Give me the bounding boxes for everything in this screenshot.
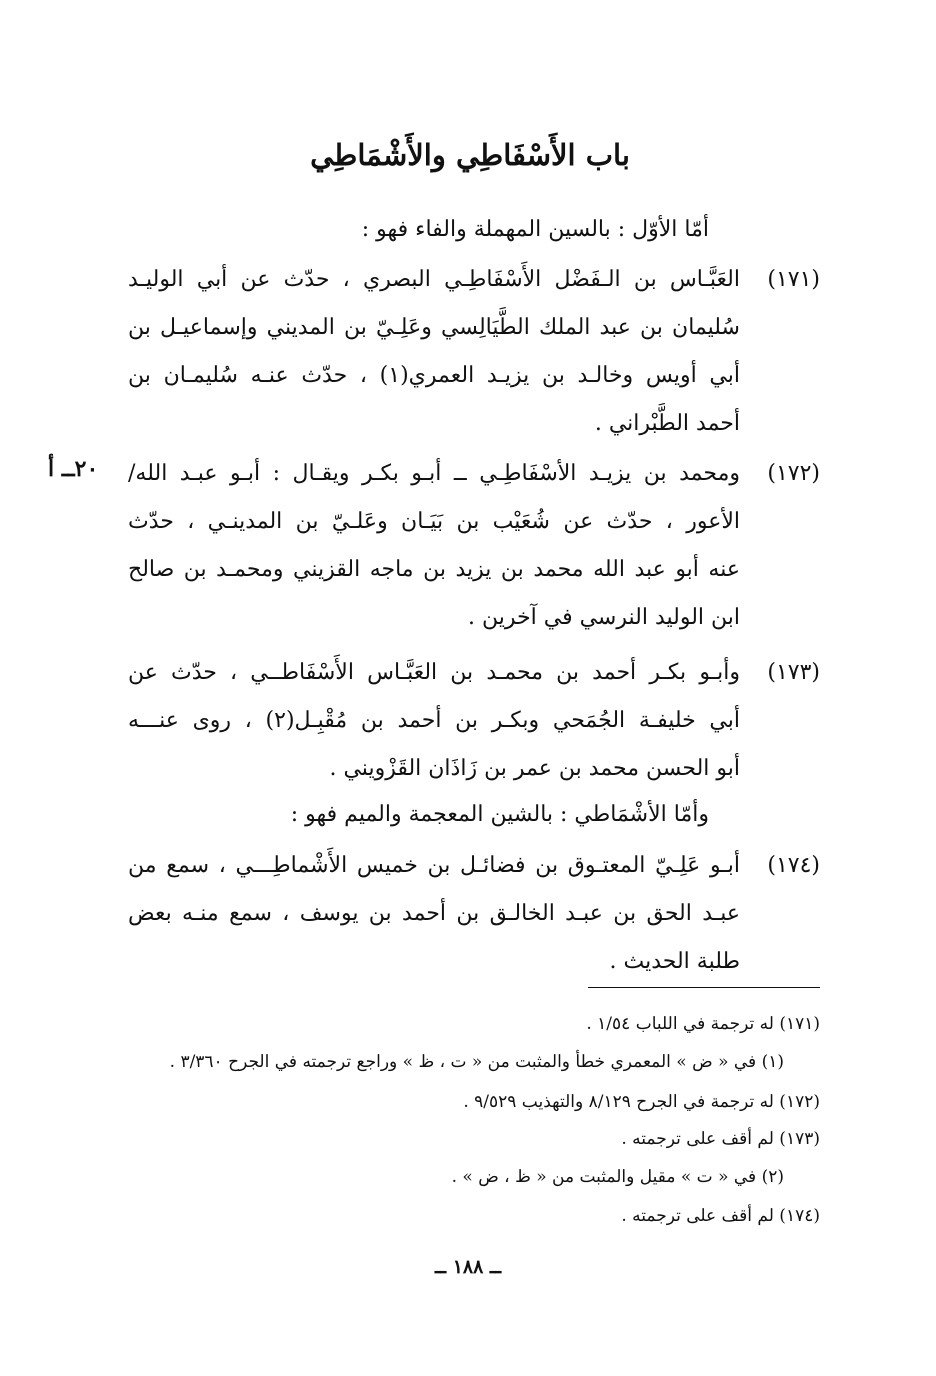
entry-172-line-2: الأعور ، حدّث عن شُعَيْب بن بَيَـان وعَلـيّ بن المدينـي ، حدّث [128,509,740,534]
entry-171-line-3: أبي أويس وخالـد بن يزيـد العمري(١) ، حدّث عنـه سُليمـان بن [128,363,740,388]
entry-174-line-1: أبـو عَلِـيّ المعتـوق بن فضائـل بن خميس الأَشْماطِـــي ، سمع من [128,853,740,878]
entry-174-line-2: عبـد الحق بن عبـد الخالـق بن أحمد بن يوسف ، سمع منـه بعض [128,901,740,926]
footnote-172: (١٧٢) له ترجمة في الجرح ٨/١٢٩ والتهذيب ٩/٥٢٩ . [463,1092,820,1112]
footnote-171: (١٧١) له ترجمة في اللباب ١/٥٤ . [586,1014,820,1034]
entry-172-line-4: ابن الوليد النرسي في آخرين . [468,605,740,630]
footnote-174: (١٧٤) لم أقف على ترجمته . [621,1206,820,1226]
footnote-173: (١٧٣) لم أقف على ترجمته . [621,1129,820,1149]
entry-173-line-1: وأبـو بكـر أحمد بن محمـد بن العَبَّـاس الأَسْفَاطــي ، حدّث عن [128,660,740,685]
entry-171-line-1: العَبَّـاس بن الـفَضْل الأَسْفَاطِـي البصري ، حدّث عن أبي الوليـد [128,267,740,292]
section-intro-first: أمّا الأوّل : بالسين المهملة والفاء فهو : [361,217,709,242]
page-number: ــ ١٨٨ ــ [434,1256,502,1278]
entry-number-173: (١٧٣) [767,660,820,685]
entry-172-line-3: عنه أبو عبد الله محمد بن يزيد بن ماجه القزيني ومحمـد بن صالح [128,557,740,582]
footnote-1: (١) في « ض » المعمري خطأ والمثبت من « ت ، ظ » وراجع ترجمته في الجرح ٣/٣٦٠ . [169,1052,784,1072]
entry-number-171: (١٧١) [767,267,820,292]
entry-171-line-4: أحمد الطَّبْراني . [594,411,740,436]
chapter-title: باب الأَسْفَاطِي والأَشْمَاطِي [310,138,630,172]
entry-172-line-1: ومحمد بن يزيـد الأسْفَاطِـي ــ أبـو بكـر ويقـال : أبـو عبـد الله/ [128,461,740,486]
entry-173-line-2: أبي خليفـة الجُمَحي وبكـر بن أحمد بن مُقْبِـل(٢) ، روى عنـــه [128,708,740,733]
entry-number-172: (١٧٢) [767,461,820,486]
entry-171-line-2: سُليمان بن عبد الملك الطَّيَالِسي وعَلِـيّ بن المديني وإسماعيـل بن [128,315,740,340]
entry-number-174: (١٧٤) [767,853,820,878]
footnote-separator [588,987,820,988]
footnote-2: (٢) في « ت » مقيل والمثبت من « ظ ، ض » . [451,1167,784,1187]
entry-174-line-3: طلبة الحديث . [609,949,740,974]
entry-173-line-3: أبو الحسن محمد بن عمر بن زَاذَان القَزْويني . [329,756,740,781]
margin-folio-note: ٢٠ــ أ [48,456,99,482]
section-intro-second: وأمّا الأشْمَاطي : بالشين المعجمة والميم فهو : [290,802,709,827]
